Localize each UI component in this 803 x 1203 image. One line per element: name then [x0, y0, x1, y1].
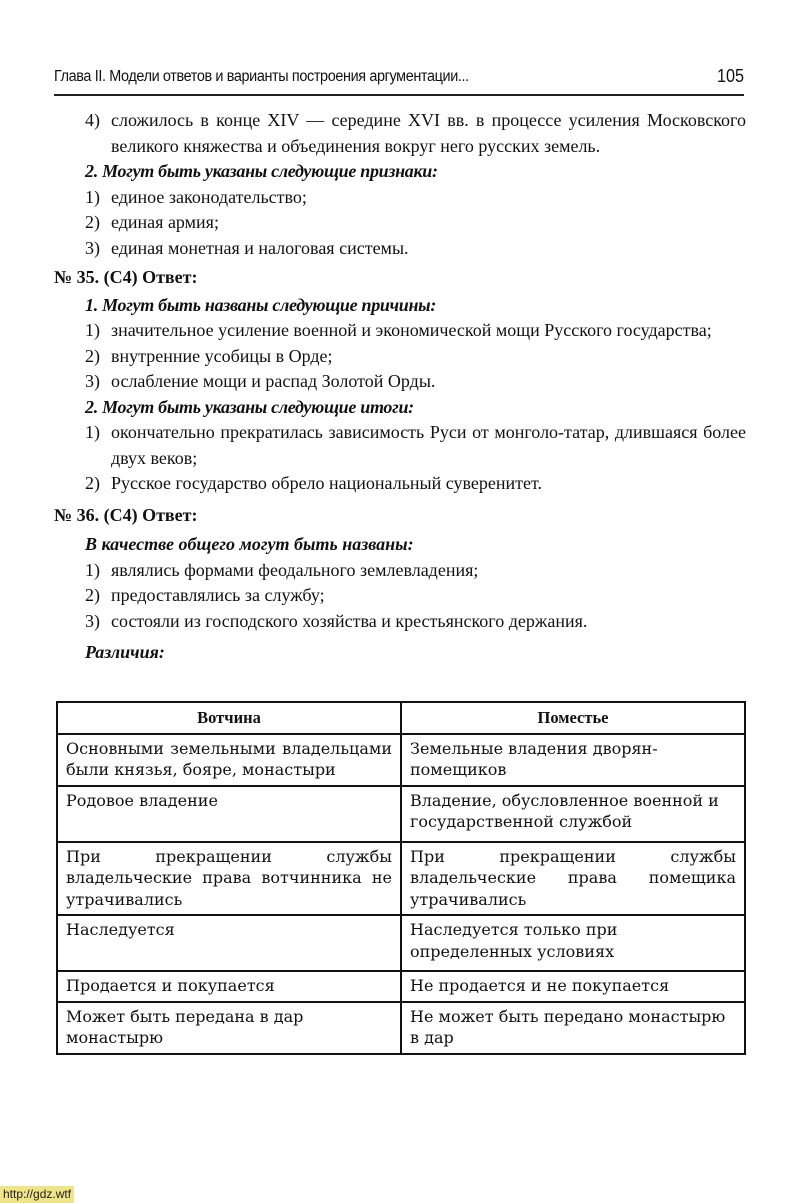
- list-item: 3) состояли из господского хозяйства и крестьянского держания.: [85, 610, 588, 631]
- table-header-row: [57, 702, 745, 734]
- page-number: 105: [716, 66, 744, 86]
- subheading-results: 2. Могут быть указаны следующие итоги:: [85, 396, 414, 417]
- table-row: [57, 915, 745, 971]
- table-cell: Основными земельными владельцами были князья, бояре, монастыри: [57, 734, 401, 786]
- list-item: 2) внутренние усобицы в Орде;: [85, 345, 333, 366]
- subheading-reasons: 1. Могут быть названы следующие причины:: [85, 294, 437, 315]
- table-row: [57, 734, 745, 786]
- page-body: [54, 108, 746, 666]
- table-cell: При прекращении службы владельческие права вотчинника не утрачивались: [57, 842, 401, 916]
- table-row: [57, 971, 745, 1002]
- list-item: 3) единая монетная и налоговая системы.: [85, 237, 409, 258]
- running-header: [54, 64, 744, 96]
- question-35-heading: № 35. (С4) Ответ:: [54, 267, 198, 287]
- table-row: [57, 842, 745, 916]
- table-cell: Владение, обусловленное военной и государственной службой: [401, 786, 745, 842]
- column-header-pomestye: Поместье: [401, 702, 745, 734]
- table-cell: Земельные владения дворян-помещиков: [401, 734, 745, 786]
- chapter-title: Глава II. Модели ответов и варианты построения аргументации...: [54, 68, 469, 85]
- list-item: 1) окончательно прекратилась зависимость Руси от монголо-татар, длившаяся более двух веков;: [85, 422, 746, 468]
- list-item: 4) сложилось в конце XIV — середине XVI вв. в процессе усиления Московского великого княжества и объединения вокруг него русских земель.: [85, 110, 746, 156]
- list-item: 2) Русское государство обрело национальный суверенитет.: [85, 473, 543, 493]
- table-row: [57, 1002, 745, 1054]
- comparison-table: [56, 701, 746, 1055]
- list-item: 1) значительное усиление военной и экономической мощи Русского государства;: [85, 320, 712, 340]
- column-header-votchina: Вотчина: [57, 702, 401, 734]
- list-item: 1) единое законодательство;: [85, 186, 307, 207]
- table-cell: Наследуется только при определенных условиях: [401, 915, 745, 971]
- subheading-differences: Различия:: [85, 642, 165, 662]
- list-item: 2) предоставлялись за службу;: [85, 585, 325, 605]
- subheading-common: В качестве общего могут быть названы:: [85, 534, 414, 554]
- table-row: [57, 786, 745, 842]
- table-cell: Не продается и не покупается: [401, 971, 745, 1002]
- list-item: 1) являлись формами феодального землевладения;: [85, 559, 479, 580]
- table-cell: Не может быть передано монастырю в дар: [401, 1002, 745, 1054]
- list-item: 3) ослабление мощи и распад Золотой Орды.: [85, 371, 436, 391]
- list-item: 2) единая армия;: [85, 212, 219, 232]
- table-cell: Продается и покупается: [57, 971, 401, 1002]
- question-36-heading: № 36. (С4) Ответ:: [54, 504, 198, 525]
- table-cell: При прекращении службы владельческие права помещика утрачивались: [401, 842, 745, 916]
- subheading-signs: 2. Могут быть указаны следующие признаки:: [85, 161, 438, 181]
- table-cell: Наследуется: [57, 915, 401, 971]
- table-cell: Родовое владение: [57, 786, 401, 842]
- table-cell: Может быть передана в дар монастырю: [57, 1002, 401, 1054]
- watermark-link[interactable]: http://gdz.wtf: [0, 1186, 74, 1203]
